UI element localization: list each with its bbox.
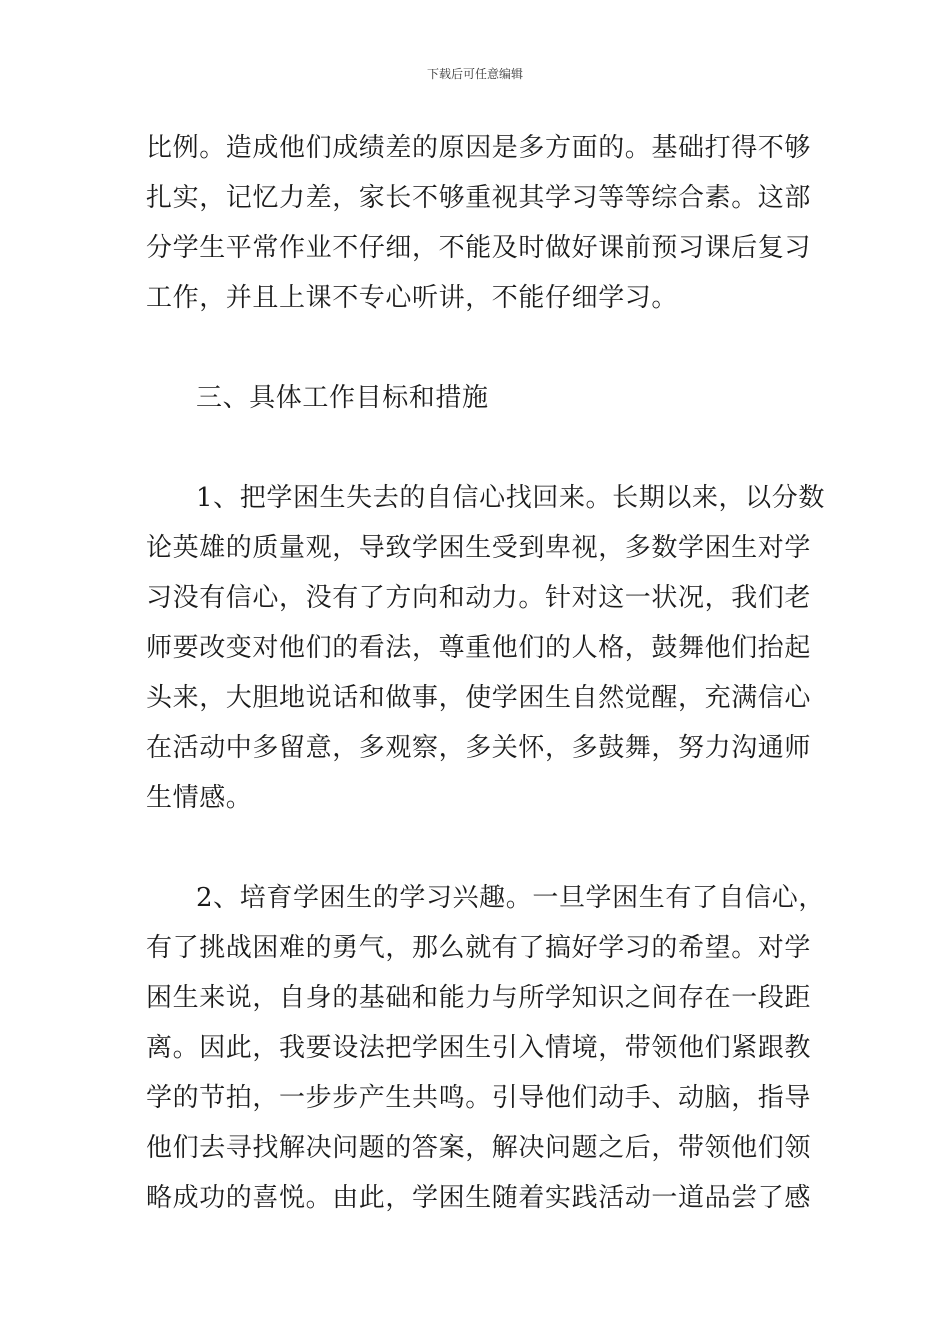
section-heading: 三、具体工作目标和措施 <box>196 383 489 413</box>
page-header: 下载后可任意编辑 <box>426 67 523 81</box>
paragraph-text-line: 习没有信心，没有了方向和动力。针对这一状况，我们老 <box>146 583 812 613</box>
paragraph-text-line: 论英雄的质量观，导致学困生受到卑视，多数学困生对学 <box>146 533 812 563</box>
paragraph-text-line: 1、把学困生失去的自信心找回来。长期以来，以分数 <box>196 483 825 513</box>
paragraph-text-line: 头来，大胆地说话和做事，使学困生自然觉醒，充满信心 <box>146 683 812 713</box>
paragraph-text-line: 学的节拍，一步步产生共鸣。引导他们动手、动脑，指导 <box>146 1083 812 1113</box>
paragraph-text-line: 比例。造成他们成绩差的原因是多方面的。基础打得不够 <box>146 133 812 163</box>
paragraph-text-line: 2、培育学困生的学习兴趣。一旦学困生有了自信心， <box>196 883 825 913</box>
paragraph-text-line: 扎实，记忆力差，家长不够重视其学习等等综合素。这部 <box>146 183 812 213</box>
paragraph-text-line: 分学生平常作业不仔细，不能及时做好课前预习课后复习 <box>146 233 812 263</box>
paragraph-text-line: 略成功的喜悦。由此，学困生随着实践活动一道品尝了感 <box>146 1183 812 1213</box>
paragraph-text-line: 生情感。 <box>146 783 253 813</box>
paragraph-text-line: 有了挑战困难的勇气，那么就有了搞好学习的希望。对学 <box>146 933 812 963</box>
paragraph-text-line: 工作，并且上课不专心听讲，不能仔细学习。 <box>146 283 679 313</box>
paragraph-text-line: 困生来说，自身的基础和能力与所学知识之间存在一段距 <box>146 983 812 1013</box>
paragraph-text-line: 在活动中多留意，多观察，多关怀，多鼓舞，努力沟通师 <box>146 733 812 763</box>
paragraph-text-line: 师要改变对他们的看法，尊重他们的人格，鼓舞他们抬起 <box>146 633 812 663</box>
paragraph-text-line: 离。因此，我要设法把学困生引入情境，带领他们紧跟教 <box>146 1033 812 1063</box>
paragraph-text-line: 他们去寻找解决问题的答案，解决问题之后，带领他们领 <box>146 1133 812 1163</box>
